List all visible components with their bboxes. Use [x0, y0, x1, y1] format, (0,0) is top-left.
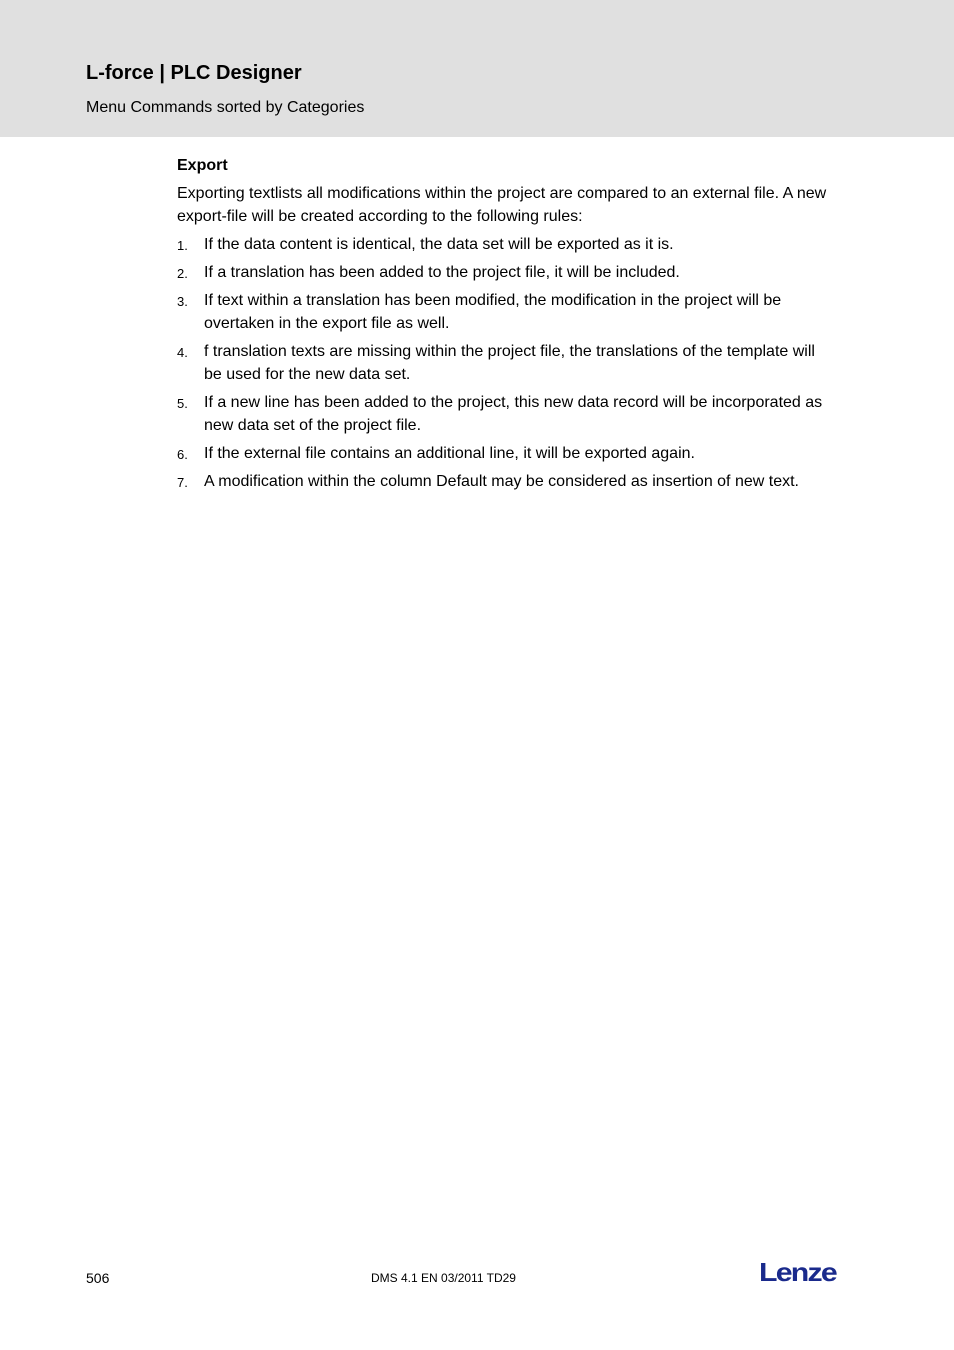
rule-item — [177, 340, 837, 386]
rule-number: 6. — [177, 447, 188, 462]
intro-paragraph: Exporting textlists all modifications within the project are compared to an external file. A new export-file will be created according to the following rules: — [177, 185, 827, 225]
rule-item — [177, 289, 837, 335]
document-title: L-force | PLC Designer — [86, 62, 302, 84]
rule-item — [177, 233, 837, 256]
document-code: DMS 4.1 EN 03/2011 TD29 — [371, 1271, 516, 1285]
rule-text: If the data content is identical, the data set will be exported as it is. — [204, 236, 674, 253]
rule-item — [177, 442, 837, 465]
rule-text: If the external file contains an additional line, it will be exported again. — [204, 445, 695, 462]
document-subtitle: Menu Commands sorted by Categories — [86, 99, 365, 116]
rule-number: 1. — [177, 238, 188, 253]
rule-number: 3. — [177, 294, 188, 309]
rule-number: 5. — [177, 396, 188, 411]
main-content — [177, 154, 837, 498]
rule-item — [177, 391, 837, 437]
rule-item — [177, 470, 837, 493]
rule-text: If text within a translation has been modified, the modification in the project will be overtaken in the export file as well. — [204, 292, 782, 332]
rule-text: A modification within the column Default may be considered as insertion of new text. — [204, 473, 799, 490]
page-number: 506 — [86, 1270, 110, 1286]
rule-text: If a translation has been added to the project file, it will be included. — [204, 264, 680, 281]
section-heading: Export — [177, 157, 228, 174]
rule-text: If a new line has been added to the project, this new data record will be incorporated as new data set of the project file. — [204, 394, 823, 434]
logo-wordmark: Lenze — [759, 1258, 838, 1286]
lenze-logo-icon — [758, 1258, 838, 1286]
rule-list — [177, 233, 837, 493]
rule-number: 7. — [177, 475, 188, 490]
rule-number: 4. — [177, 345, 188, 360]
rule-number: 2. — [177, 266, 188, 281]
rule-item — [177, 261, 837, 284]
rule-text: f translation texts are missing within the project file, the translations of the template will be used for the new data set. — [204, 343, 815, 383]
header-band — [0, 0, 954, 137]
